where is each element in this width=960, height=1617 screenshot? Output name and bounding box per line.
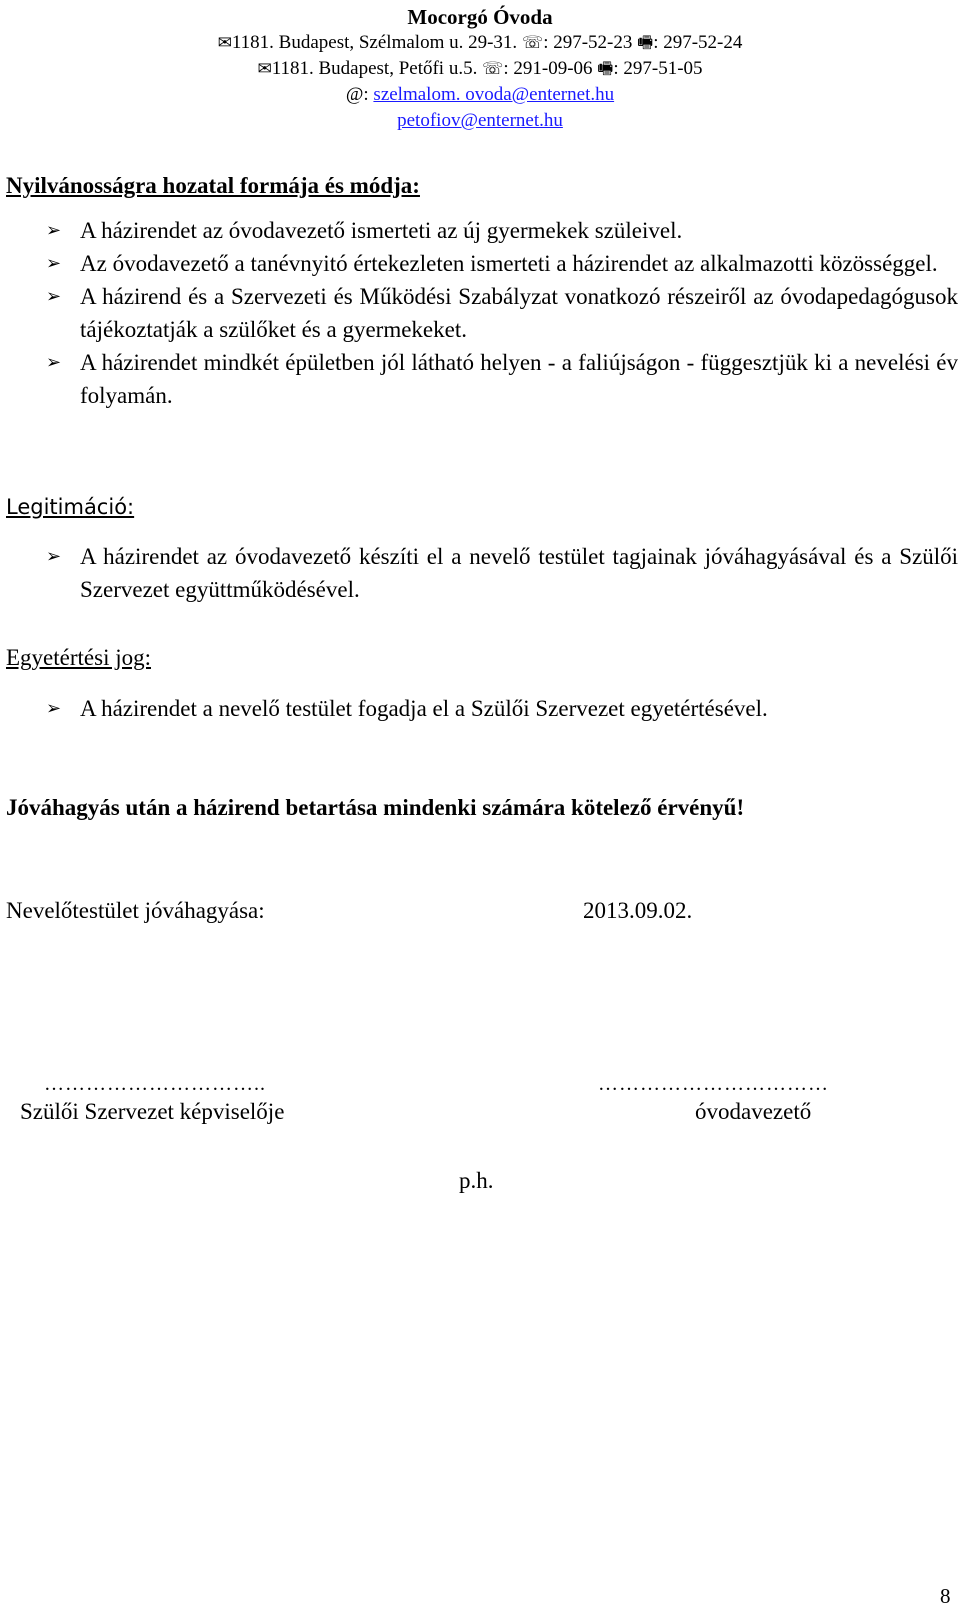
list-item: ➢ A házirendet mindkét épületben jól látható helyen - a faliújságon - függesztjük ki a nevelési év folyamán. [0, 346, 960, 412]
fax-2: : 297-51-05 [613, 58, 703, 79]
envelope-icon: ✉ [217, 33, 232, 53]
address-line-1 [0, 30, 960, 56]
section-heading-legitimation: Legitimáció: [6, 495, 135, 519]
page-number: 8 [940, 1584, 951, 1608]
publication-list [0, 214, 960, 412]
phone-icon: ☏ [521, 33, 544, 53]
envelope-icon: ✉ [257, 59, 272, 79]
phone-1: : 297-52-23 [543, 32, 638, 53]
list-item: ➢ A házirendet az óvodavezető ismerteti az új gyermekek szüleivel. [0, 214, 960, 247]
email-line-2 [0, 108, 960, 134]
consent-list [0, 692, 960, 725]
fax-icon: 🖷 [597, 59, 614, 79]
section-heading-publication: Nyilvánosságra hozatal formája és módja: [6, 173, 420, 198]
phone-2: : 291-09-06 [503, 58, 598, 79]
signature-line-left: ………………………….. [44, 1073, 266, 1095]
arrowhead-bullet-icon: ➢ [46, 220, 62, 241]
list-item: ➢ A házirendet a nevelő testület fogadja el a Szülői Szervezet egyetértésével. [0, 692, 960, 725]
list-item: ➢ A házirendet az óvodavezető készíti el a nevelő testület tagjainak jóváhagyásával és a Szülői Szervezet együttműködésével. [0, 540, 960, 606]
legitimation-list [0, 540, 960, 606]
fax-icon: 🖷 [637, 33, 654, 53]
email-link-2[interactable]: petofiov@enternet.hu [397, 110, 563, 131]
arrowhead-bullet-icon: ➢ [46, 352, 62, 373]
signature-label-director: óvodavezető [695, 1099, 812, 1124]
fax-1: : 297-52-24 [653, 32, 743, 53]
org-name: Mocorgó Óvoda [407, 5, 553, 29]
phone-icon: ☏ [482, 59, 504, 79]
address-2: 1181. Budapest, Petőfi u.5. [271, 58, 483, 79]
address-1: 1181. Budapest, Szélmalom u. 29-31. [231, 32, 522, 53]
arrowhead-bullet-icon: ➢ [46, 546, 62, 567]
email-prefix: @: [345, 84, 374, 105]
arrowhead-bullet-icon: ➢ [46, 253, 62, 274]
section-heading-consent: Egyetértési jog: [6, 645, 151, 670]
stamp-placeholder: p.h. [459, 1168, 494, 1193]
arrowhead-bullet-icon: ➢ [46, 698, 62, 719]
approval-label: Nevelőtestület jóváhagyása: [6, 898, 265, 923]
signature-label-parents: Szülői Szervezet képviselője [20, 1099, 285, 1124]
approval-date: 2013.09.02. [583, 898, 693, 923]
letterhead [0, 4, 960, 134]
address-line-2 [0, 56, 960, 82]
arrowhead-bullet-icon: ➢ [46, 286, 62, 307]
closing-statement: Jóváhagyás után a házirend betartása mindenki számára kötelező érvényű! [6, 795, 745, 820]
list-item: ➢ Az óvodavezető a tanévnyitó értekezleten ismerteti a házirendet az alkalmazotti közösséggel. [0, 247, 960, 280]
list-item: ➢ A házirend és a Szervezeti és Működési Szabályzat vonatkozó részeiről az óvodapedagógusok tájékoztatják a szülőket és a gyermekeket. [0, 280, 960, 346]
email-line [0, 82, 960, 108]
signature-line-right: …………………………… [598, 1073, 829, 1095]
email-link-1[interactable]: szelmalom. ovoda@enternet.hu [373, 84, 615, 105]
